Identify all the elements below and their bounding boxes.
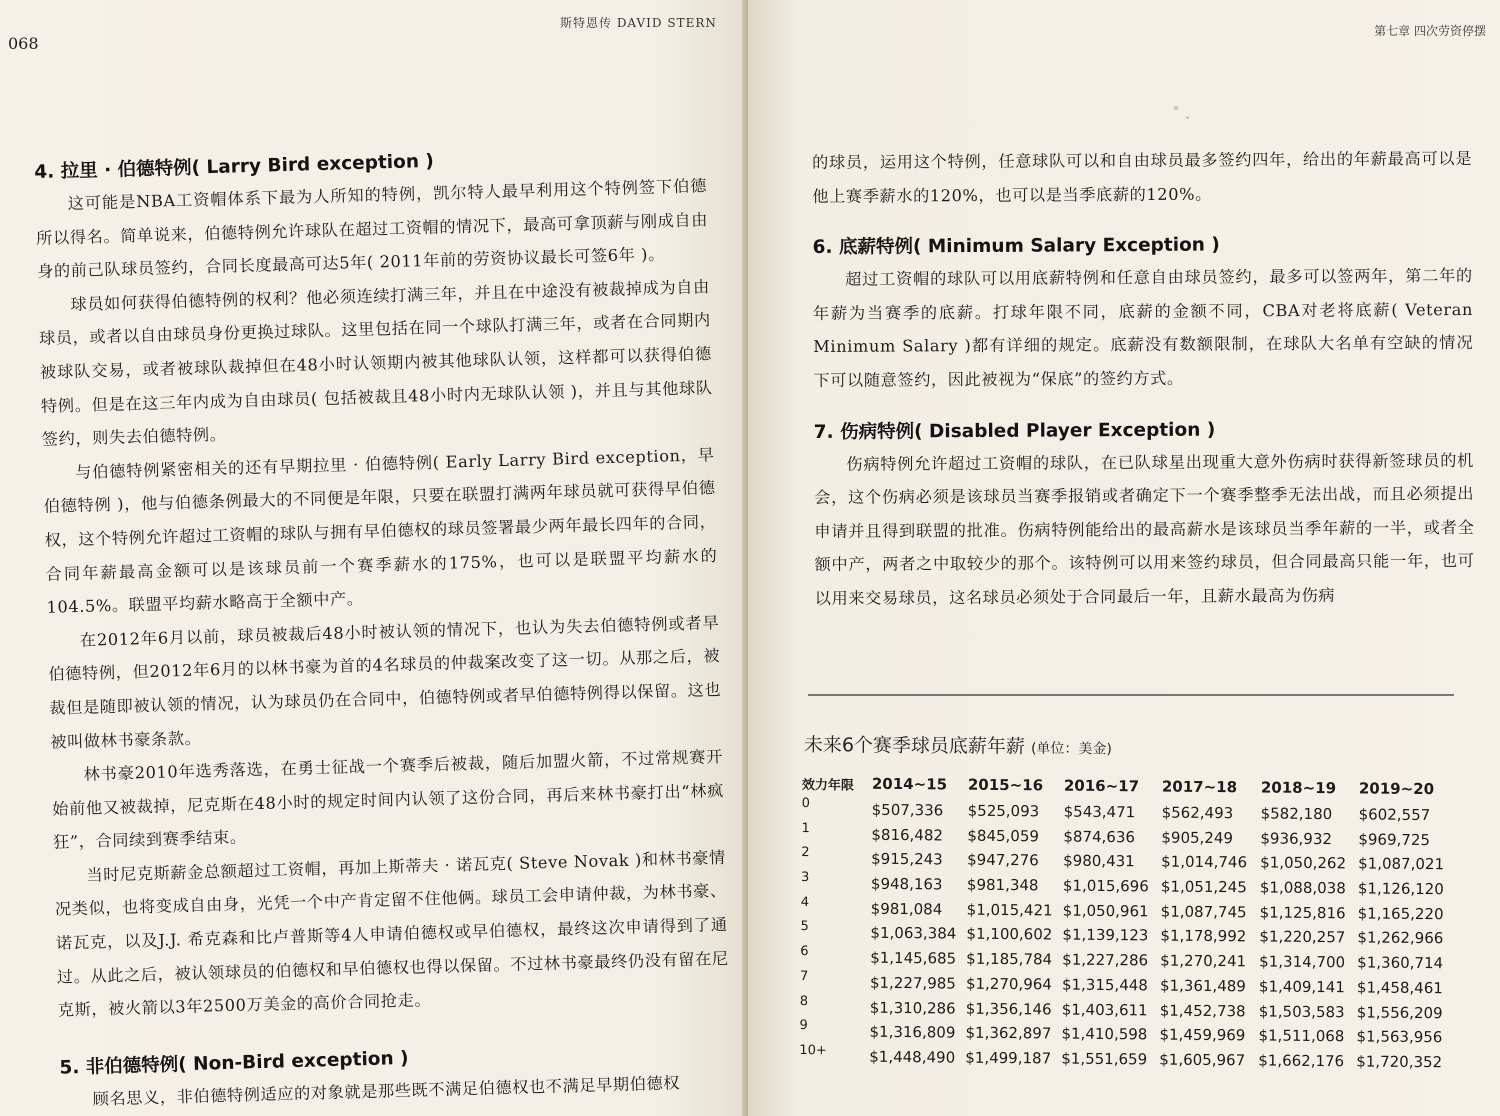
salary-cell: $543,471 bbox=[1063, 802, 1136, 822]
section-5-heading: 5. 非伯德特例( Non-Bird exception ) bbox=[59, 1047, 409, 1079]
table-body bbox=[793, 796, 1456, 1078]
salary-cell: $1,125,816 bbox=[1259, 903, 1346, 923]
table-title-text: 未来6个赛季球员底薪年薪 bbox=[803, 733, 1026, 758]
season-header: 2015~16 bbox=[967, 775, 1044, 795]
salary-cell: $1,459,969 bbox=[1159, 1025, 1246, 1045]
table-title bbox=[804, 730, 1112, 759]
salary-cell: $947,276 bbox=[967, 851, 1039, 870]
years-of-service-cell: 1 bbox=[801, 820, 810, 836]
salary-cell: $1,662,176 bbox=[1258, 1051, 1345, 1071]
salary-cell: $1,227,985 bbox=[869, 973, 956, 993]
salary-cell: $1,220,257 bbox=[1259, 927, 1346, 947]
section-6-paragraph-1: 超过工资帽的球队可以用底薪特例和任意自由球员签约，最多可以签两年，第二年的年薪为当赛季的底薪。打球年限不同，底薪的金额不同，CBA对老将底薪( Veteran Minimum Salary )都有详细的规定。底薪没有数额限制，在球队大名单有空缺的情况下可以随意签约，因此被视为“保底”的签约方式。 bbox=[812, 266, 1474, 390]
season-header: 2017~18 bbox=[1161, 777, 1238, 797]
salary-cell: $507,336 bbox=[871, 800, 944, 820]
salary-cell: $1,511,068 bbox=[1258, 1026, 1345, 1046]
salary-cell: $1,165,220 bbox=[1357, 904, 1444, 923]
years-of-service-cell: 0 bbox=[801, 796, 811, 812]
salary-cell: $1,563,956 bbox=[1356, 1027, 1443, 1047]
salary-cell: $816,482 bbox=[871, 825, 944, 845]
salary-cell: $1,050,262 bbox=[1260, 853, 1347, 873]
season-header: 2014~15 bbox=[871, 774, 948, 794]
table-unit: (单位：美金) bbox=[1030, 740, 1112, 758]
salary-cell: $1,270,964 bbox=[965, 974, 1052, 994]
salary-cell: $1,100,602 bbox=[966, 925, 1053, 944]
salary-cell: $1,063,384 bbox=[870, 924, 957, 943]
years-of-service-cell: 8 bbox=[799, 993, 809, 1009]
salary-cell: $1,360,714 bbox=[1357, 953, 1444, 973]
season-header: 2018~19 bbox=[1260, 778, 1337, 798]
salary-cell: $969,725 bbox=[1358, 830, 1431, 849]
salary-cell: $1,448,490 bbox=[869, 1047, 956, 1067]
salary-cell: $1,227,286 bbox=[1062, 950, 1149, 970]
row-header-label: 效力年限 bbox=[801, 778, 854, 794]
years-of-service-cell: 10+ bbox=[799, 1042, 827, 1059]
years-of-service-cell: 3 bbox=[800, 870, 810, 886]
continuation-paragraph: 的球员，运用这个特例，任意球队可以和自由球员最多签约四年，给出的年薪最高可以是他上赛季薪水的120%，也可以是当季底薪的120%。 bbox=[812, 148, 1473, 206]
salary-cell: $1,145,685 bbox=[870, 948, 957, 968]
section-4-paragraph-1: 这可能是NBA工资帽体系下最为人所知的特例，凯尔特人最早利用这个特例签下伯德所以得名。简单说来，伯德特例允许球队在超过工资帽的情况下，最高可拿顶薪与刚成自由身的前己队球员签约，合同长度最高可达5年( 2011年前的劳资协议最长可签6年 )。 bbox=[35, 176, 709, 282]
salary-cell: $936,932 bbox=[1260, 829, 1333, 848]
salary-cell: $1,556,209 bbox=[1356, 1002, 1443, 1022]
section-5-paragraph-1: 顾名思义，非伯德特例适应的对象就是那些既不满足伯德权也不满足早期伯德权 bbox=[92, 1073, 681, 1109]
salary-cell: $1,087,021 bbox=[1358, 854, 1445, 874]
salary-cell: $1,185,784 bbox=[966, 949, 1053, 969]
salary-cell: $1,050,961 bbox=[1062, 901, 1149, 921]
salary-cell: $1,356,146 bbox=[965, 999, 1052, 1018]
years-of-service-cell: 6 bbox=[800, 944, 809, 960]
years-of-service-cell: 7 bbox=[799, 968, 809, 984]
salary-cell: $1,458,461 bbox=[1356, 978, 1443, 998]
years-of-service-cell: 5 bbox=[800, 919, 809, 935]
salary-cell: $1,015,696 bbox=[1062, 876, 1149, 896]
salary-cell: $981,084 bbox=[870, 899, 943, 919]
salary-cell: $1,605,967 bbox=[1159, 1050, 1246, 1070]
years-of-service-cell: 4 bbox=[800, 894, 810, 910]
left-page bbox=[0, 0, 748, 1116]
paper-speck bbox=[1186, 116, 1189, 119]
salary-cell: $1,503,583 bbox=[1258, 1001, 1345, 1021]
salary-cell: $562,493 bbox=[1161, 803, 1234, 823]
salary-cell: $602,557 bbox=[1358, 805, 1431, 825]
salary-cell: $1,015,421 bbox=[966, 900, 1053, 920]
salary-cell: $1,310,286 bbox=[869, 998, 956, 1018]
section-4-paragraph-6: 当时尼克斯薪金总额超过工资帽，再加上斯蒂夫 · 诺瓦克( Steve Novak )和林书豪情况类似，也将变成自由身，光凭一个中产肯定留不住他俩。球员工会申请仲裁，为林书豪、诺瓦克，以及J.J. 希克森和比卢普斯等4人申请伯德权或早伯德权，最终这次申请得到了通过。从此之后，被认领球员的伯德权和早伯德权也得以保留。不过林书豪最终仍没有留在尼克斯，被火箭以3年2500万美金的高价合同抢走。 bbox=[54, 847, 729, 1020]
right-page-body bbox=[812, 142, 1475, 616]
section-6-heading: 6. 底薪特例( Minimum Salary Exception ) bbox=[812, 234, 1220, 259]
salary-cell: $1,720,352 bbox=[1356, 1052, 1443, 1072]
section-7-heading: 7. 伤病特例( Disabled Player Exception ) bbox=[813, 419, 1216, 443]
salary-cell: $1,314,700 bbox=[1259, 952, 1346, 972]
salary-cell: $1,051,245 bbox=[1160, 877, 1247, 897]
salary-cell: $981,348 bbox=[966, 875, 1039, 895]
season-header: 2019~20 bbox=[1358, 779, 1435, 799]
section-4-heading: 4. 拉里 · 伯德特例( Larry Bird exception ) bbox=[34, 150, 435, 183]
salary-cell: $915,243 bbox=[871, 850, 943, 869]
years-of-service-cell: 9 bbox=[799, 1018, 808, 1034]
salary-cell: $525,093 bbox=[967, 801, 1040, 821]
salary-cell: $1,315,448 bbox=[1061, 975, 1148, 995]
salary-cell: $845,059 bbox=[967, 826, 1040, 846]
section-4-paragraph-5: 林书豪2010年选秀落选，在勇士征战一个赛季后被裁，随后加盟火箭，不过常规赛开始前他又被裁掉，尼克斯在48小时的规定时间内认领了这份合同，再后来林书豪打出“林疯狂”，合同续到赛季结束。 bbox=[51, 747, 725, 853]
running-head-left: 斯特恩传 DAVID STERN bbox=[560, 16, 717, 30]
paper-speck bbox=[1174, 106, 1178, 110]
minimum-salary-table bbox=[793, 774, 1456, 1078]
section-7-paragraph-1: 伤病特例允许超过工资帽的球队，在已队球星出现重大意外伤病时获得新签球员的机会，这个伤病必须是该球员当赛季报销或者确定下一个赛季整季无法出战，而且必须提出申请并且得到联盟的批准。伤病特例能给出的最高薪水是该球员当季年薪的一半，或者全额中产，两者之中取较少的那个。该特例可以用来签约球员，但合同最高只能一年，也可以用来交易球员，这名球员必须处于合同最后一年，且薪水最高为伤病 bbox=[814, 450, 1475, 608]
salary-cell: $1,410,598 bbox=[1061, 1024, 1148, 1044]
salary-cell: $1,087,745 bbox=[1160, 902, 1247, 922]
season-header: 2016~17 bbox=[1063, 776, 1140, 796]
salary-cell: $948,163 bbox=[870, 874, 943, 894]
salary-cell: $1,126,120 bbox=[1357, 879, 1444, 899]
salary-cell: $1,452,738 bbox=[1159, 1001, 1246, 1020]
salary-cell: $1,178,992 bbox=[1160, 926, 1247, 946]
salary-cell: $980,431 bbox=[1063, 851, 1135, 871]
left-page-body bbox=[34, 139, 733, 1116]
page-number: 068 bbox=[8, 34, 39, 53]
section-4-paragraph-2: 球员如何获得伯德特例的权利？他必须连续打满三年，并且在中途没有被裁掉成为自由球员，或者以自由球员身份更换过球队。这里包括在同一个球队打满三年，或者在合同期内被球队交易，或者被球队裁掉但在48小时认领期内被其他球队认领，这样都可以获得伯德特例。但是在这三年内成为自由球员( 包括被裁且48小时内无球队认领 )，并且与其他球队签约，则失去伯德特例。 bbox=[38, 276, 713, 450]
salary-cell: $1,316,809 bbox=[869, 1022, 956, 1042]
salary-cell: $1,403,611 bbox=[1061, 1000, 1148, 1019]
salary-cell: $1,139,123 bbox=[1062, 926, 1149, 945]
salary-cell: $1,088,038 bbox=[1259, 878, 1346, 898]
table-divider-rule bbox=[808, 694, 1454, 696]
section-4-paragraph-3: 与伯德特例紧密相关的还有早期拉里 · 伯德特例( Early Larry Bird exception，早伯德特例 )，他与伯德条例最大的不同便是年限，只要在联盟打满两年球员就可获得早伯德权，这个特例允许超过工资帽的球队与拥有早伯德权的球员签署最少两年最长四年的合同，合同年薪最高金额可以是该球员前一个赛季薪水的175%，也可以是联盟平均薪水的104.5%。联盟平均薪水略高于全额中产。 bbox=[43, 444, 718, 617]
salary-cell: $1,270,241 bbox=[1160, 951, 1247, 971]
section-4-paragraph-4: 在2012年6月以前，球员被裁后48小时被认领的情况下，也认为失去伯德特例或者早伯德特例，但2012年6月的以林书豪为首的4名球员的仲裁案改变了这一切。从那之后，被裁但是随即被认领的情况，认为球员仍在合同中，伯德特例或者早伯德特例得以保留。这也被叫做林书豪条款。 bbox=[48, 612, 722, 752]
salary-cell: $1,499,187 bbox=[965, 1048, 1052, 1068]
salary-cell: $905,249 bbox=[1161, 828, 1234, 847]
salary-cell: $1,362,897 bbox=[965, 1023, 1052, 1043]
salary-cell: $874,636 bbox=[1063, 827, 1136, 846]
running-head-right: 第七章 四次劳资停摆 bbox=[1374, 24, 1486, 38]
salary-cell: $1,262,966 bbox=[1357, 928, 1444, 948]
salary-cell: $1,551,659 bbox=[1061, 1049, 1148, 1069]
years-of-service-cell: 2 bbox=[801, 845, 810, 861]
salary-cell: $1,361,489 bbox=[1159, 976, 1246, 996]
salary-cell: $1,409,141 bbox=[1258, 977, 1345, 997]
salary-cell: $1,014,746 bbox=[1161, 852, 1248, 872]
salary-cell: $582,180 bbox=[1260, 804, 1333, 824]
